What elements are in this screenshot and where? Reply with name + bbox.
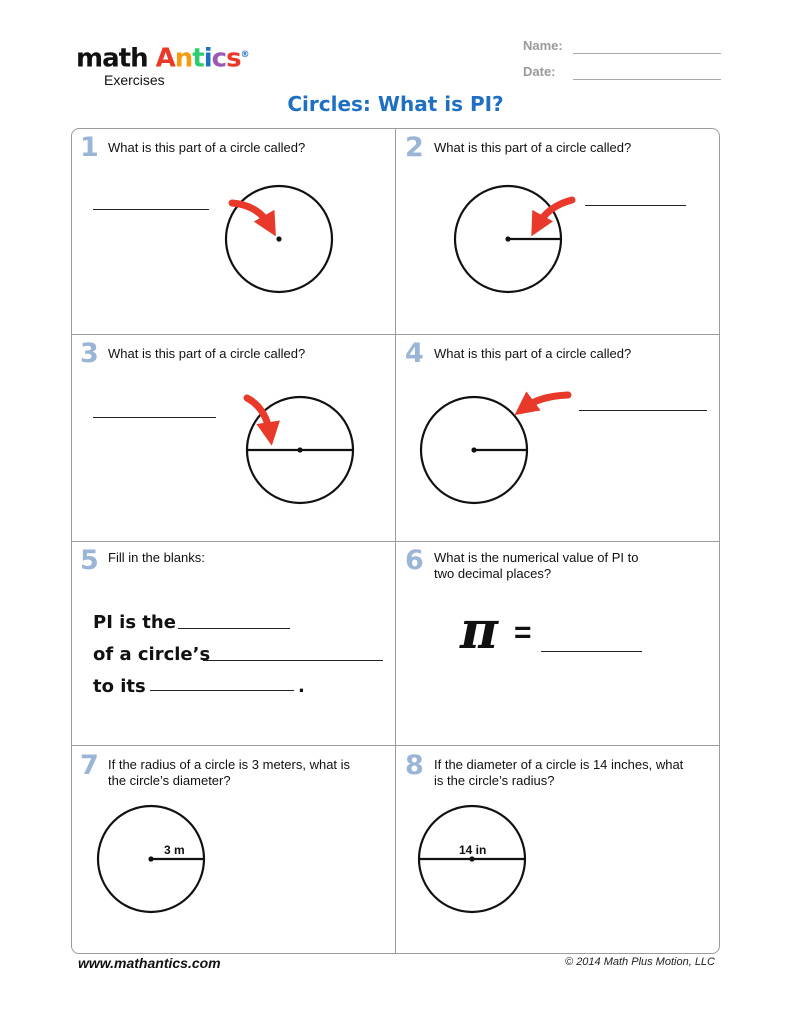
question-text-6-line2: two decimal places? xyxy=(434,566,552,581)
arrow-icon xyxy=(232,203,270,226)
figure-3-circle-diameter xyxy=(247,397,353,503)
question-number-1: 1 xyxy=(80,132,99,163)
arrow-icon xyxy=(524,395,568,408)
question-text-8-line1: If the diameter of a circle is 14 inches, what xyxy=(434,757,684,772)
logo-registered-mark: ® xyxy=(240,50,249,60)
radius-label: 3 m xyxy=(164,843,185,857)
fill-line-1: PI is the xyxy=(93,612,176,633)
figure-1-circle-center xyxy=(226,186,332,292)
question-text-7-line1: If the radius of a circle is 3 meters, what is xyxy=(108,757,351,772)
pi-symbol: π xyxy=(460,600,499,661)
figure-7-circle-radius-3m xyxy=(98,806,204,912)
question-number-3: 3 xyxy=(80,338,99,369)
question-text-6-line1: What is the numerical value of PI to xyxy=(434,550,639,565)
figure-4-circle-circumference xyxy=(421,395,568,503)
question-number-8: 8 xyxy=(405,750,424,781)
figure-8-circle-diameter-14in xyxy=(419,806,525,912)
fill-line-2: of a circle’s xyxy=(93,644,211,665)
question-text-7-line2: the circle’s diameter? xyxy=(108,773,231,788)
figure-2-circle-radius xyxy=(455,186,572,292)
question-text-1: What is this part of a circle called? xyxy=(108,140,306,155)
question-number-4: 4 xyxy=(405,338,424,369)
logo-subtitle: Exercises xyxy=(104,72,165,88)
footer-website: www.mathantics.com xyxy=(78,955,221,971)
question-number-2: 2 xyxy=(405,132,424,163)
question-number-7: 7 xyxy=(80,750,99,781)
question-text-5: Fill in the blanks: xyxy=(108,550,205,565)
worksheet-title: Circles: What is PI? xyxy=(287,92,504,116)
fill-line-3: to its xyxy=(93,676,146,697)
fill-period: . xyxy=(298,676,305,697)
question-text-2: What is this part of a circle called? xyxy=(434,140,632,155)
diameter-label: 14 in xyxy=(459,843,487,857)
footer-copyright: © 2014 Math Plus Motion, LLC xyxy=(565,956,715,968)
question-text-4: What is this part of a circle called? xyxy=(434,346,632,361)
name-label: Name: xyxy=(523,38,563,53)
date-label: Date: xyxy=(523,64,556,79)
question-number-5: 5 xyxy=(80,545,99,576)
question-text-3: What is this part of a circle called? xyxy=(108,346,306,361)
equals-sign: = xyxy=(514,616,532,649)
question-text-8-line2: is the circle’s radius? xyxy=(434,773,555,788)
question-number-6: 6 xyxy=(405,545,424,576)
logo-word-antics: Antics xyxy=(155,43,241,74)
logo-word-math: math xyxy=(76,43,148,74)
